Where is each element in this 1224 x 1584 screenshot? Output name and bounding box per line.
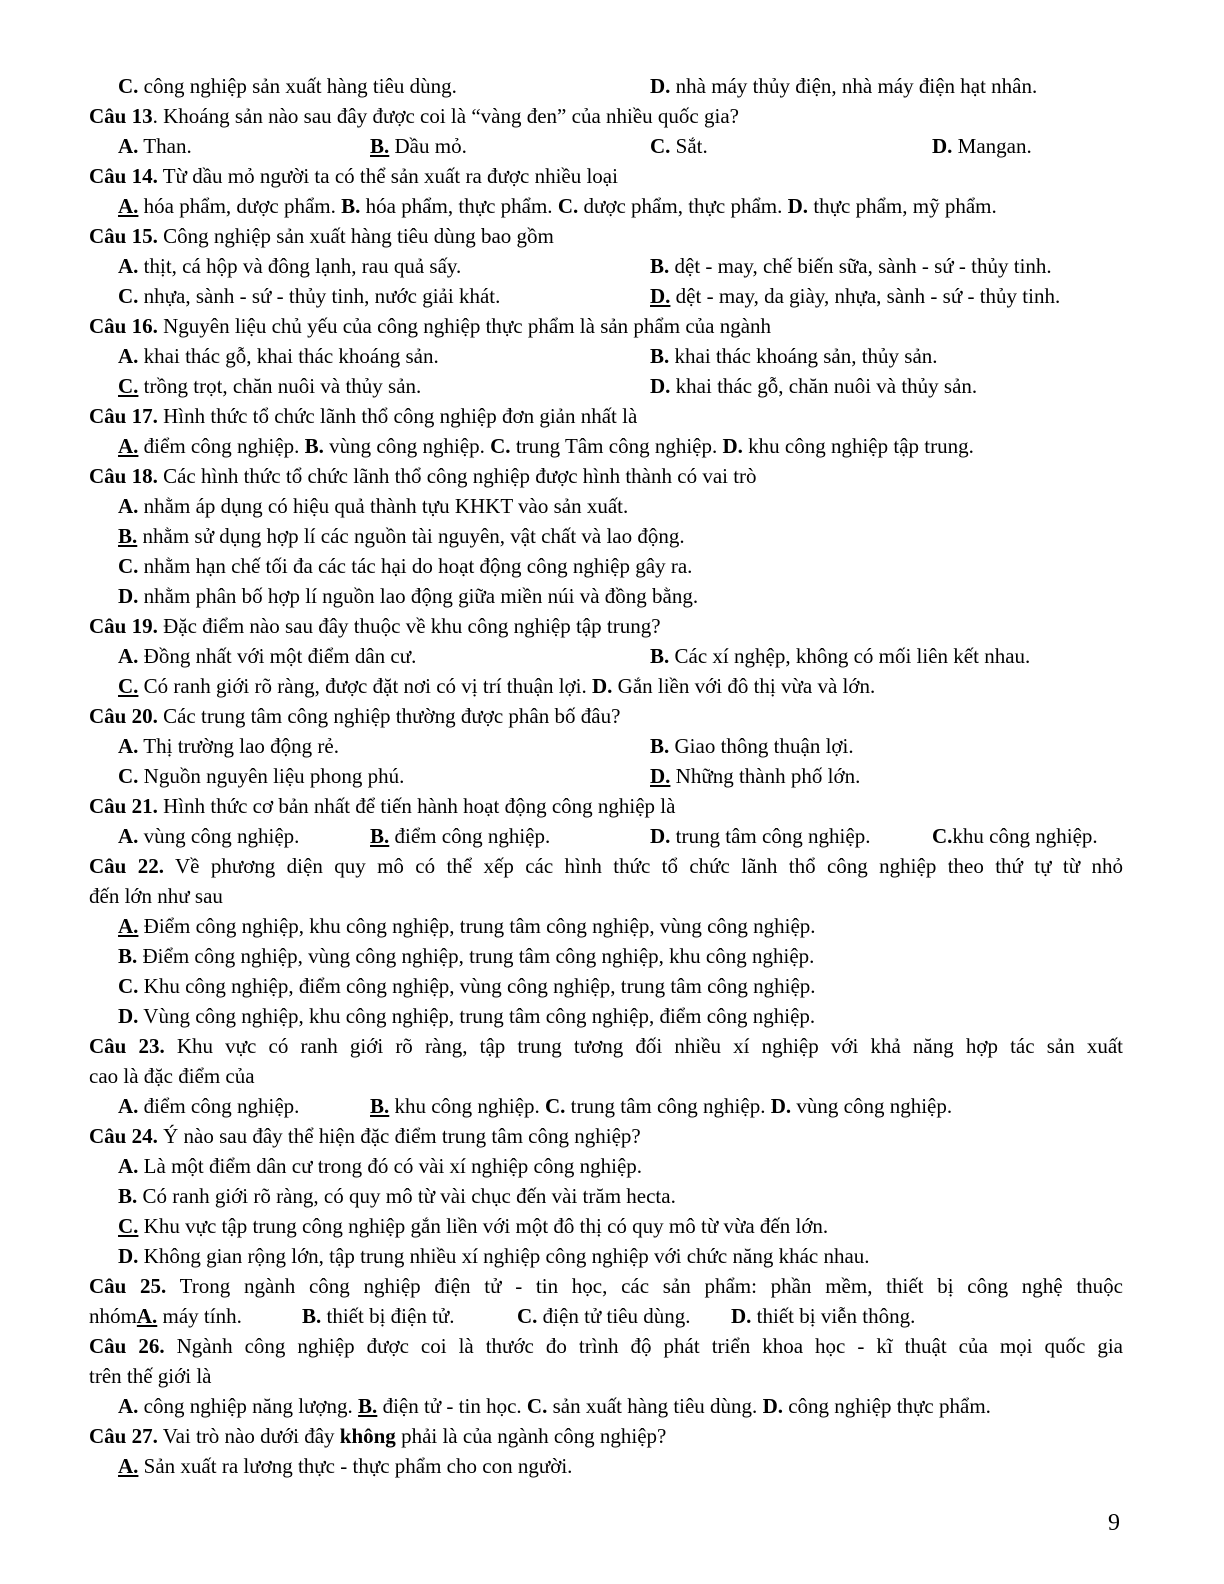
q27-stem: Câu 27. Vai trò nào dưới đây không phải là của ngành công nghiệp? <box>89 1424 667 1448</box>
q17-stem: Câu 17. Hình thức tổ chức lãnh thổ công nghiệp đơn giản nhất là <box>89 404 638 428</box>
q26-stem-line1: Câu 26. Ngành công nghiệp được coi là thước đo trình độ phát triển khoa học - kĩ thuật của mọi quốc gia <box>89 1334 1123 1358</box>
page-number: 9 <box>1108 1510 1120 1536</box>
q16-stem: Câu 16. Nguyên liệu chủ yếu của công nghiệp thực phẩm là sản phẩm của ngành <box>89 314 772 338</box>
q12-option-d: D. nhà máy thủy điện, nhà máy điện hạt nhân. <box>650 74 1038 98</box>
q13-option-a: A. Than. <box>118 134 192 158</box>
q23-stem-line2: cao là đặc điểm của <box>89 1064 255 1088</box>
q14-stem: Câu 14. Từ dầu mỏ người ta có thể sản xuất ra được nhiều loại <box>89 164 618 188</box>
q12-option-c: C. công nghiệp sản xuất hàng tiêu dùng. <box>118 74 457 98</box>
q13-option-b: B. Dầu mỏ. <box>370 134 467 158</box>
q22-stem-line1: Câu 22. Về phương diện quy mô có thể xếp các hình thức tổ chức lãnh thổ công nghiệp theo thứ tự từ nhỏ <box>89 854 1123 878</box>
q20-stem: Câu 20. Các trung tâm công nghiệp thường được phân bố đâu? <box>89 704 621 728</box>
q26-stem-line2: trên thế giới là <box>89 1364 212 1388</box>
q24-stem: Câu 24. Ý nào sau đây thể hiện đặc điểm trung tâm công nghiệp? <box>89 1124 641 1148</box>
q15-stem: Câu 15. Công nghiệp sản xuất hàng tiêu dùng bao gồm <box>89 224 554 248</box>
q19-stem: Câu 19. Đặc điểm nào sau đây thuộc về khu công nghiệp tập trung? <box>89 614 661 638</box>
q13-stem: Câu 13. Khoáng sản nào sau đây được coi là “vàng đen” của nhiều quốc gia? <box>89 104 739 128</box>
q18-stem: Câu 18. Các hình thức tổ chức lãnh thổ công nghiệp được hình thành có vai trò <box>89 464 757 488</box>
q13-option-d: D. Mangan. <box>932 134 1032 158</box>
q21-stem: Câu 21. Hình thức cơ bản nhất để tiến hành hoạt động công nghiệp là <box>89 794 676 818</box>
q22-stem-line2: đến lớn như sau <box>89 884 223 908</box>
q25-stem-line1: Câu 25. Trong ngành công nghiệp điện tử - tin học, các sản phẩm: phần mềm, thiết bị công nghệ thuộc <box>89 1274 1123 1298</box>
q13-option-c: C. Sắt. <box>650 134 708 158</box>
q23-stem-line1: Câu 23. Khu vực có ranh giới rõ ràng, tập trung tương đối nhiều xí nghiệp với khả năng hợp tác sản xuất <box>89 1034 1123 1058</box>
